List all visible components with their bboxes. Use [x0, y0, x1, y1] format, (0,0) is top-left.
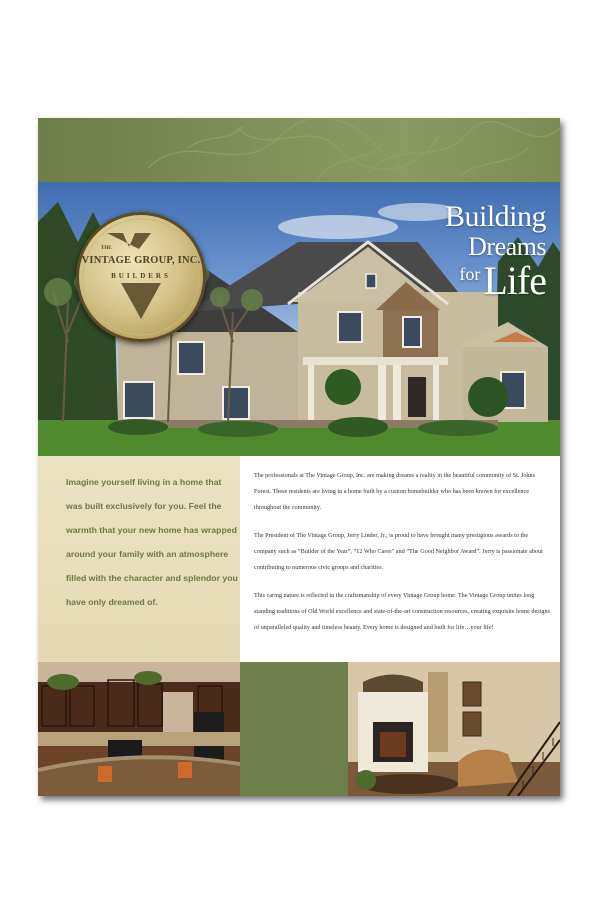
top-decorative-band: [38, 118, 560, 182]
bottom-photo-strip: [38, 662, 560, 796]
green-accent-block: [240, 662, 348, 796]
logo-the-text: THE: [101, 246, 112, 251]
logo-name: VINTAGE GROUP, INC.: [81, 255, 201, 266]
body-paragraph-3: This caring nature is reflected in the craftsmanship of every Vintage Group home. The Vintage Group unites long standing traditions of Old World excellence and state-of-the-art construction resources, creating exquisite home designs of unparalleled quality and timeless beauty. Every home is designed and built for life…your life!: [254, 592, 550, 631]
headline-line-2: Dreams: [468, 232, 546, 261]
tagline-panel: [38, 456, 240, 662]
flyer-page: [38, 118, 560, 796]
headline-line-1: Building: [444, 200, 546, 233]
headline: [386, 202, 546, 301]
company-logo: [76, 212, 206, 342]
house-photo: [38, 182, 560, 456]
living-room-photo: [348, 662, 560, 796]
headline-for: for: [459, 264, 481, 284]
headline-life: Life: [483, 258, 546, 303]
body-paragraph-2: The President of The Vintage Group, Jerry Linder, Jr., is proud to have brought many prestigious awards to the company such as “Builder of the Year”, “12 Who Cares” and “The Good Neighbor Award”. Jerry is passionate about contributing to numerous civic groups and charities.: [254, 532, 543, 571]
kitchen-photo: [38, 662, 240, 796]
body-copy: [240, 456, 560, 662]
tagline-text: Imagine yourself living in a home that was built exclusively for you. Feel the warmth that your new home has wrapped around your family with an atmosphere filled with the character and splendor you have only dreamed of.: [66, 477, 238, 607]
logo-subtitle: BUILDERS: [111, 272, 171, 280]
body-paragraph-1: The professionals at The Vintage Group, Inc. are making dreams a reality in the beautiful community of St. Johns Forest. These residents are living in a home built by a custom homebuilder who has been known for excellence throughout the community.: [254, 472, 536, 511]
